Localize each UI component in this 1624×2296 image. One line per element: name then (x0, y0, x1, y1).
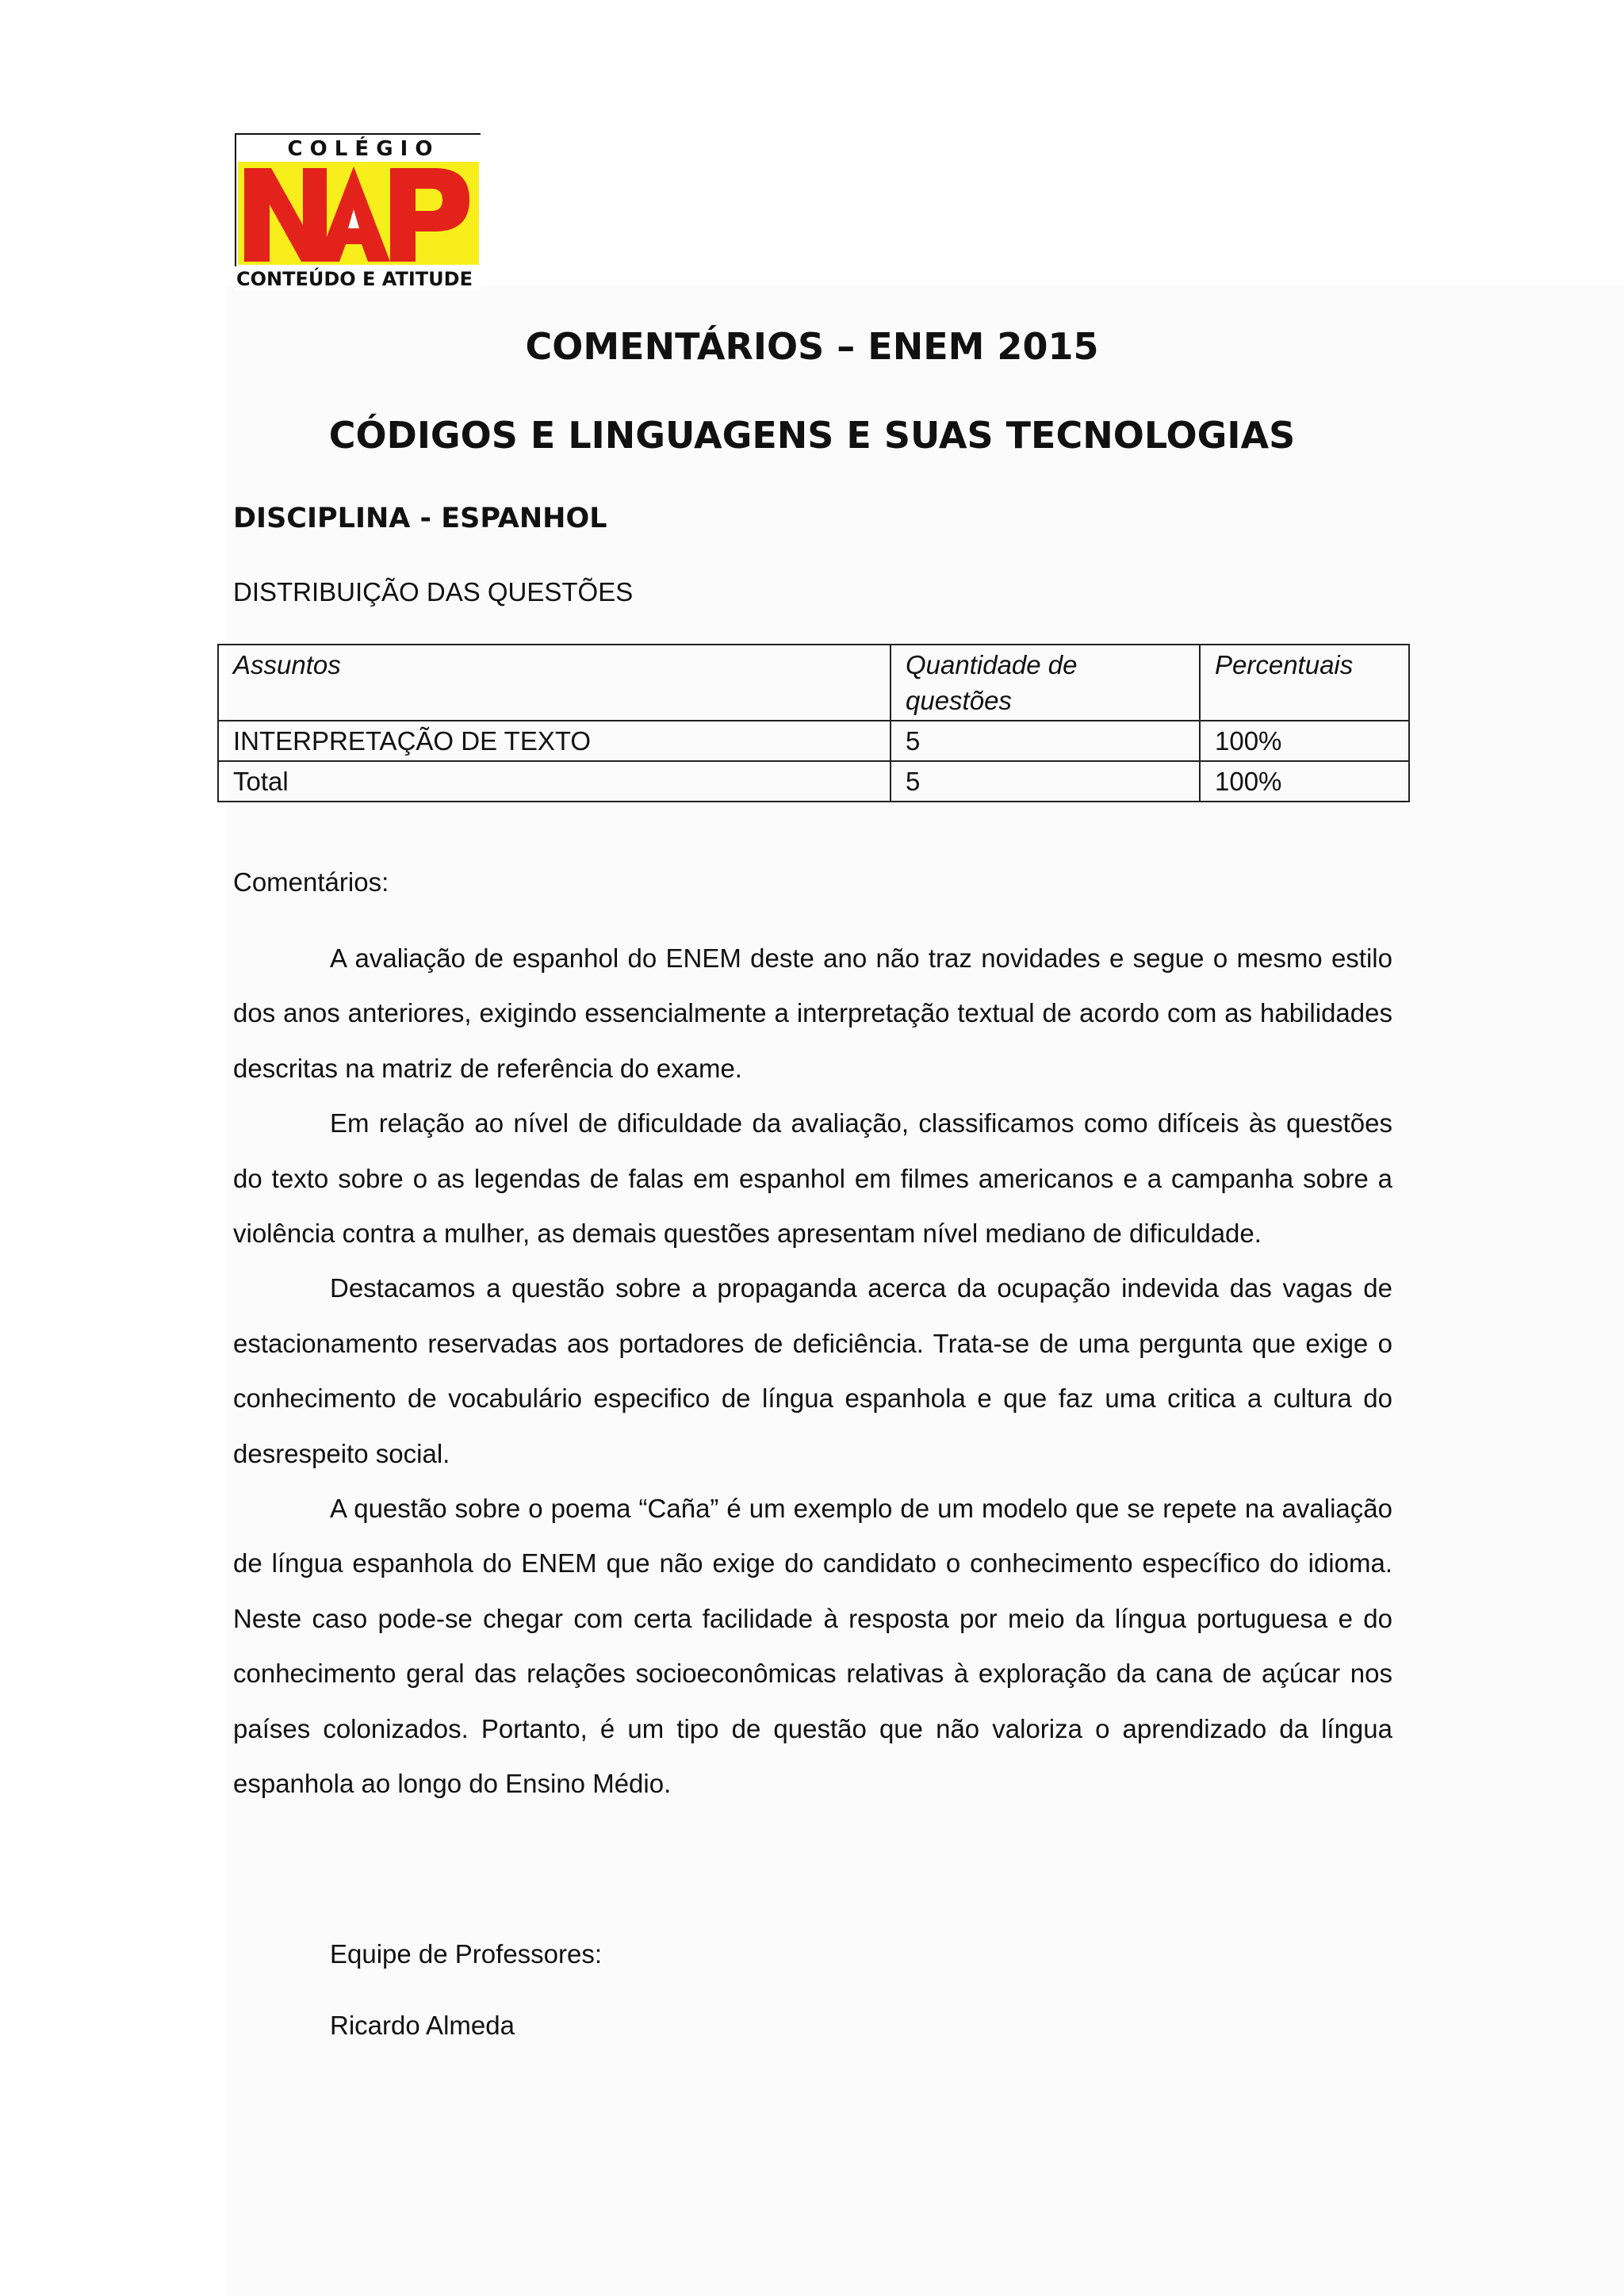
table-row (218, 761, 1409, 802)
distribution-table (217, 644, 1410, 802)
comment-paragraph: A questão sobre o poema “Caña” é um exemplo de um modelo que se repete na avaliação de língua espanhola do ENEM que não exige do candidato o conhecimento específico do idioma. Neste caso pode-se chegar com certa facilidade à resposta por meio da língua portuguesa e do conhecimento geral das relações socioeconômicas relativas à exploração da cana de açúcar nos países colonizados. Portanto, é um tipo de questão que não valoriza o aprendizado da língua espanhola ao longo do Ensino Médio. (233, 1494, 1392, 1799)
table-header-cell: Quantidade de questões (891, 645, 1200, 721)
table-cell: 5 (891, 721, 1200, 761)
table-cell: 5 (891, 761, 1200, 802)
table-cell: 100% (1200, 721, 1409, 761)
table-header-row (218, 645, 1409, 721)
table-header-cell: Assuntos (218, 645, 891, 721)
page-title: COMENTÁRIOS – ENEM 2015 (525, 325, 1099, 368)
comments-label: Comentários: (233, 867, 389, 897)
table-row (218, 721, 1409, 761)
subject-heading: DISCIPLINA - ESPANHOL (233, 503, 607, 534)
table-cell: 100% (1200, 761, 1409, 802)
distribution-heading: DISTRIBUIÇÃO DAS QUESTÕES (233, 577, 634, 607)
page-subtitle: CÓDIGOS E LINGUAGENS E SUAS TECNOLOGIAS (328, 414, 1296, 457)
comment-paragraph: Em relação ao nível de dificuldade da avaliação, classificamos como difíceis às questões do texto sobre o as legendas de falas em espanhol em filmes americanos e a campanha sobre a violência contra a mulher, as demais questões apresentam nível mediano de dificuldade. (233, 1108, 1392, 1249)
comment-paragraph: A avaliação de espanhol do ENEM deste ano não traz novidades e segue o mesmo estilo dos anos anteriores, exigindo essencialmente a interpretação textual de acordo com as habilidades descritas na matriz de referência do exame. (233, 943, 1392, 1083)
signoff-name: Ricardo Almeda (330, 2011, 515, 2040)
comments-body (233, 931, 1392, 1812)
table-cell: Total (218, 761, 891, 802)
logo-slogan: CONTEÚDO E ATITUDE (236, 268, 473, 290)
logo-top-text: C O L É G I O (287, 137, 433, 161)
table-cell: INTERPRETAÇÃO DE TEXTO (218, 721, 891, 761)
school-logo (235, 133, 482, 292)
comment-paragraph: Destacamos a questão sobre a propaganda acerca da ocupação indevida das vagas de estacionamento reservadas aos portadores de deficiência. Trata-se de uma pergunta que exige o conhecimento de vocabulário especifico de língua espanhola e que faz uma critica a cultura do desrespeito social. (233, 1273, 1392, 1468)
signoff-label: Equipe de Professores: (330, 1939, 603, 1969)
table-header-cell: Percentuais (1200, 645, 1409, 721)
